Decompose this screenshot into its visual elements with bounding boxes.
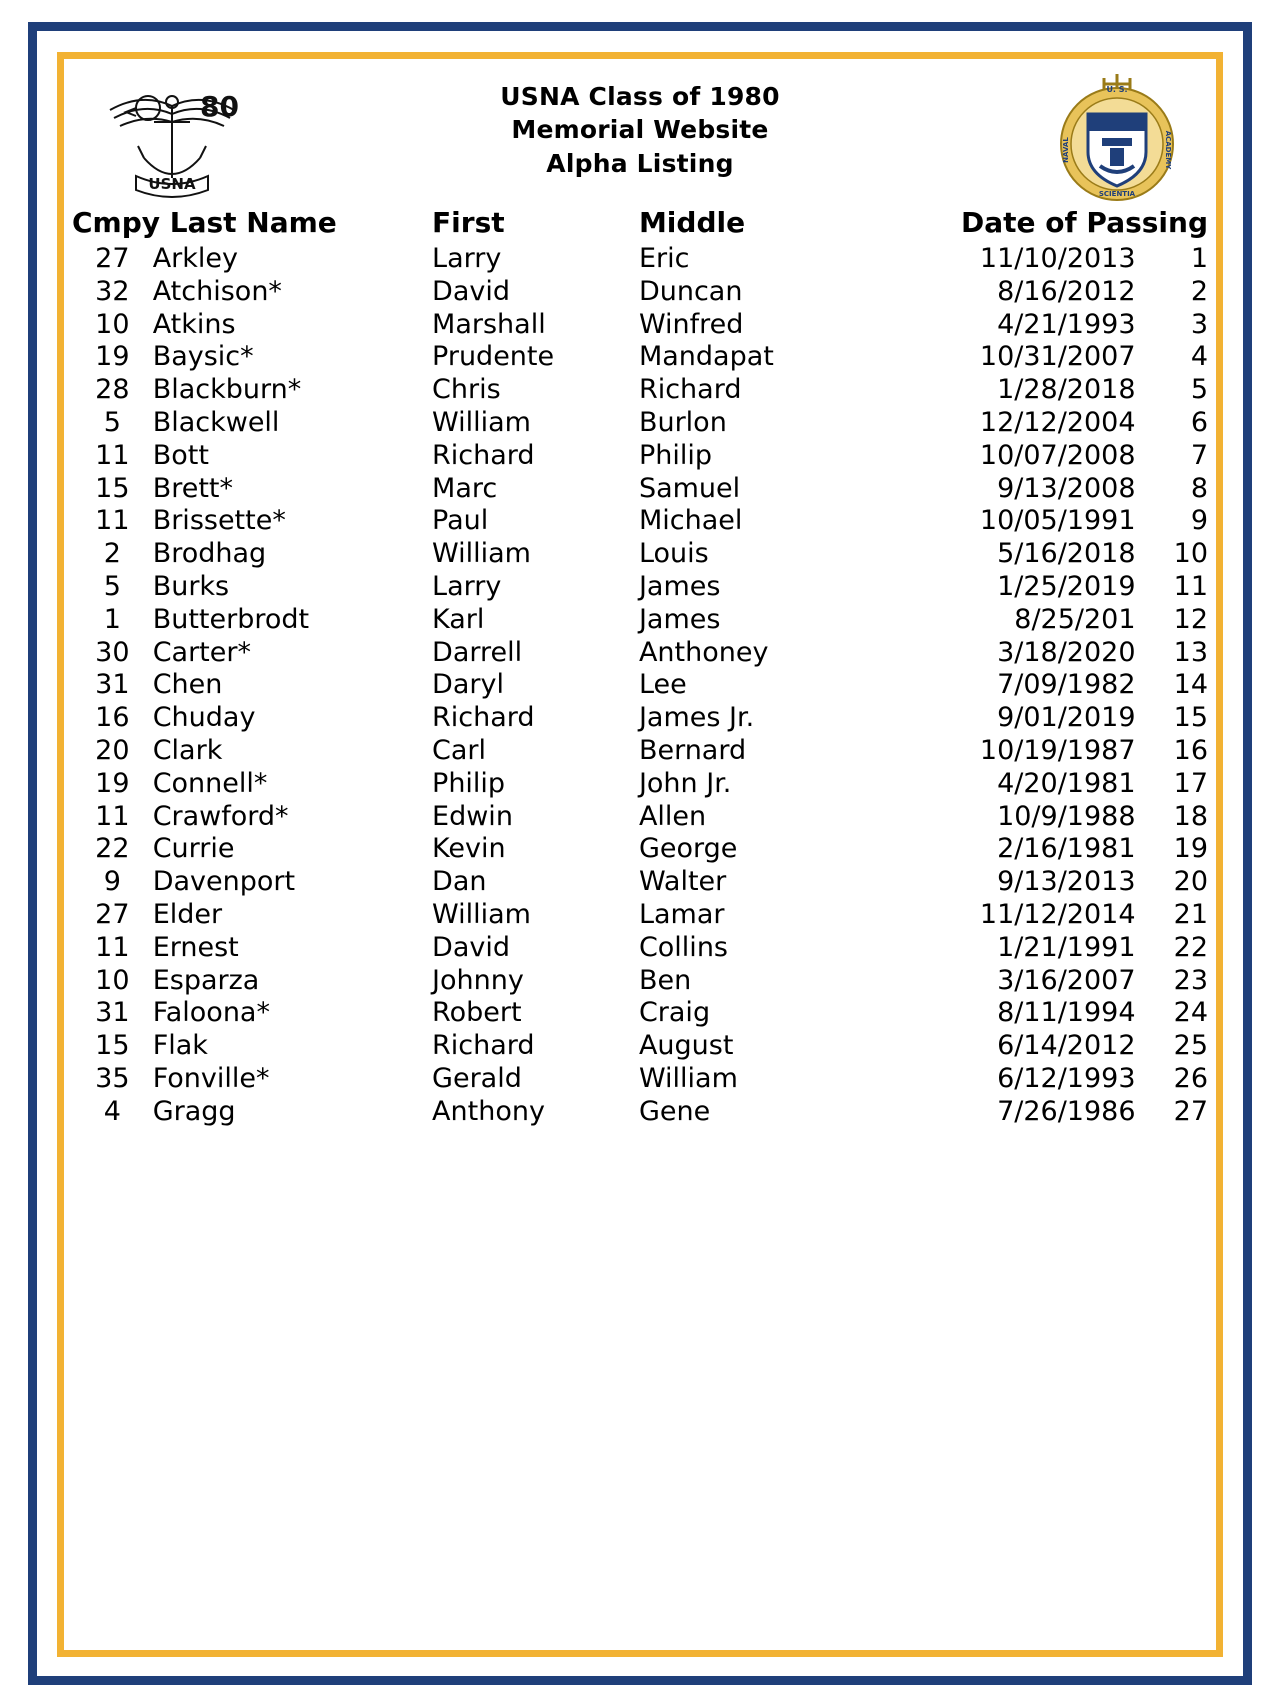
cell-company: 31 xyxy=(95,997,130,1029)
cell-row-index: 14 xyxy=(1173,669,1208,701)
cell-row-index: 7 xyxy=(1190,439,1208,471)
column-header-cmpy-last-name: Cmpy Last Name xyxy=(72,206,337,239)
cell-company: 5 xyxy=(103,406,121,438)
cell-middle-name: Michael xyxy=(638,505,743,537)
cell-first-name: Karl xyxy=(432,603,485,635)
cell-date-of-passing: 4/20/1981 xyxy=(997,767,1136,799)
cell-first-name: Prudente xyxy=(432,341,555,373)
table-row xyxy=(72,505,1208,538)
page-content xyxy=(72,64,1208,1645)
cell-last-name: Blackburn* xyxy=(152,374,302,406)
cell-last-name: Fonville* xyxy=(152,1062,270,1094)
cell-middle-name: Samuel xyxy=(638,472,741,504)
cell-middle-name: Burlon xyxy=(638,406,727,438)
cell-company: 19 xyxy=(95,341,130,373)
cell-company: 32 xyxy=(95,275,130,307)
cell-first-name: Larry xyxy=(432,243,502,274)
cell-middle-name: Walter xyxy=(638,866,727,898)
cell-company: 15 xyxy=(95,472,130,504)
cell-first-name: Philip xyxy=(432,767,506,799)
cell-first-name: Carl xyxy=(432,734,487,766)
cell-date-of-passing: 10/05/1991 xyxy=(979,505,1136,537)
cell-last-name: Arkley xyxy=(152,243,238,274)
cell-row-index: 16 xyxy=(1173,734,1208,766)
cell-company: 27 xyxy=(95,898,130,930)
cell-row-index: 11 xyxy=(1173,570,1208,602)
cell-row-index: 9 xyxy=(1190,505,1208,537)
table-row xyxy=(72,1063,1208,1096)
cell-first-name: David xyxy=(432,275,510,307)
svg-text:U. S.: U. S. xyxy=(1106,85,1128,94)
cell-company: 19 xyxy=(95,767,130,799)
cell-last-name: Gragg xyxy=(152,1095,236,1127)
column-header-date-of-passing: Date of Passing xyxy=(961,206,1208,239)
cell-company: 35 xyxy=(95,1062,130,1094)
cell-date-of-passing: 11/12/2014 xyxy=(979,898,1136,930)
cell-first-name: Gerald xyxy=(432,1062,522,1094)
cell-date-of-passing: 1/28/2018 xyxy=(997,374,1136,406)
column-header-middle: Middle xyxy=(638,206,746,239)
cell-middle-name: Allen xyxy=(638,800,707,832)
table-body xyxy=(72,243,1208,1129)
svg-text:SCIENTIA: SCIENTIA xyxy=(1098,190,1136,198)
cell-row-index: 4 xyxy=(1190,341,1208,373)
cell-row-index: 19 xyxy=(1173,833,1208,865)
cell-company: 31 xyxy=(95,669,130,701)
cell-last-name: Baysic* xyxy=(152,341,254,373)
cell-last-name: Chuday xyxy=(152,702,256,734)
cell-row-index: 15 xyxy=(1173,702,1208,734)
title-line-1: USNA Class of 1980 xyxy=(500,82,780,111)
column-header-first: First xyxy=(432,206,505,239)
cell-date-of-passing: 5/16/2018 xyxy=(997,538,1136,570)
cell-company: 27 xyxy=(95,243,130,274)
table-row xyxy=(72,341,1208,374)
cell-date-of-passing: 7/09/1982 xyxy=(997,669,1136,701)
page-header xyxy=(72,64,1208,204)
cell-row-index: 26 xyxy=(1173,1062,1208,1094)
cell-middle-name: Richard xyxy=(638,374,742,406)
cell-last-name: Atchison* xyxy=(152,275,282,307)
cell-date-of-passing: 7/26/1986 xyxy=(997,1095,1136,1127)
cell-first-name: Paul xyxy=(432,505,489,537)
cell-row-index: 13 xyxy=(1173,636,1208,668)
cell-last-name: Clark xyxy=(152,734,223,766)
cell-middle-name: Craig xyxy=(638,997,711,1029)
cell-last-name: Esparza xyxy=(152,964,260,996)
cell-last-name: Brodhag xyxy=(152,538,267,570)
cell-row-index: 20 xyxy=(1173,866,1208,898)
cell-middle-name: Ben xyxy=(638,964,692,996)
cell-first-name: Robert xyxy=(432,997,522,1029)
cell-company: 1 xyxy=(103,603,121,635)
table-row xyxy=(72,604,1208,637)
table-row xyxy=(72,637,1208,670)
cell-last-name: Carter* xyxy=(152,636,251,668)
cell-middle-name: William xyxy=(638,1062,738,1094)
table-row xyxy=(72,833,1208,866)
cell-first-name: Marc xyxy=(432,472,498,504)
cell-company: 20 xyxy=(95,734,130,766)
cell-last-name: Bott xyxy=(152,439,209,471)
cell-first-name: Anthony xyxy=(432,1095,545,1127)
cell-first-name: Darrell xyxy=(432,636,523,668)
cell-row-index: 8 xyxy=(1190,472,1208,504)
cell-middle-name: Bernard xyxy=(638,734,747,766)
cell-first-name: William xyxy=(432,898,531,930)
cell-first-name: William xyxy=(432,406,531,438)
cell-first-name: Daryl xyxy=(432,669,504,701)
svg-text:USNA: USNA xyxy=(148,175,196,193)
cell-middle-name: Anthoney xyxy=(638,636,769,668)
cell-date-of-passing: 3/16/2007 xyxy=(997,964,1136,996)
cell-date-of-passing: 9/13/2008 xyxy=(997,472,1136,504)
cell-middle-name: Mandapat xyxy=(638,341,774,373)
table-row xyxy=(72,1030,1208,1063)
cell-date-of-passing: 1/21/1991 xyxy=(997,931,1136,963)
table-row xyxy=(72,1096,1208,1129)
cell-company: 10 xyxy=(95,308,130,340)
table-header-row xyxy=(72,206,1208,243)
cell-row-index: 5 xyxy=(1190,374,1208,406)
cell-row-index: 10 xyxy=(1173,538,1208,570)
cell-middle-name: August xyxy=(638,1030,734,1062)
cell-company: 11 xyxy=(95,800,130,832)
cell-date-of-passing: 6/14/2012 xyxy=(997,1030,1136,1062)
cell-date-of-passing: 10/19/1987 xyxy=(979,734,1136,766)
cell-first-name: David xyxy=(432,931,510,963)
table-row xyxy=(72,899,1208,932)
cell-middle-name: Eric xyxy=(638,243,690,274)
svg-text:80: 80 xyxy=(200,90,239,123)
cell-date-of-passing: 8/16/2012 xyxy=(997,275,1136,307)
cell-company: 5 xyxy=(103,570,121,602)
cell-row-index: 22 xyxy=(1173,931,1208,963)
cell-middle-name: Lee xyxy=(638,669,687,701)
cell-date-of-passing: 2/16/1981 xyxy=(997,833,1136,865)
table-row xyxy=(72,374,1208,407)
cell-date-of-passing: 8/25/201 xyxy=(1014,603,1136,635)
table-row xyxy=(72,997,1208,1030)
svg-text:ACADEMY: ACADEMY xyxy=(1164,130,1172,170)
cell-company: 11 xyxy=(95,931,130,963)
cell-company: 10 xyxy=(95,964,130,996)
alpha-listing-table xyxy=(72,206,1208,1129)
cell-first-name: Richard xyxy=(432,439,535,471)
table-row xyxy=(72,407,1208,440)
cell-row-index: 12 xyxy=(1173,603,1208,635)
cell-middle-name: James xyxy=(638,603,721,635)
cell-middle-name: Gene xyxy=(638,1095,711,1127)
cell-date-of-passing: 10/9/1988 xyxy=(997,800,1136,832)
cell-last-name: Burks xyxy=(152,570,230,602)
cell-row-index: 21 xyxy=(1173,898,1208,930)
cell-company: 15 xyxy=(95,1030,130,1062)
cell-date-of-passing: 8/11/1994 xyxy=(997,997,1136,1029)
cell-last-name: Faloona* xyxy=(152,997,270,1029)
cell-company: 11 xyxy=(95,439,130,471)
cell-row-index: 3 xyxy=(1190,308,1208,340)
table-row xyxy=(72,538,1208,571)
cell-last-name: Currie xyxy=(152,833,235,865)
cell-middle-name: Philip xyxy=(638,439,712,471)
title-line-2: Memorial Website xyxy=(511,115,769,145)
cell-last-name: Chen xyxy=(152,669,223,701)
cell-last-name: Brissette* xyxy=(152,505,286,537)
usna-class-of-1980-crest-icon xyxy=(100,72,250,202)
cell-row-index: 24 xyxy=(1173,997,1208,1029)
table-row xyxy=(72,702,1208,735)
cell-date-of-passing: 11/10/2013 xyxy=(979,243,1136,274)
cell-middle-name: Louis xyxy=(638,538,709,570)
cell-row-index: 25 xyxy=(1173,1030,1208,1062)
table-row xyxy=(72,440,1208,473)
cell-first-name: Richard xyxy=(432,1030,535,1062)
cell-last-name: Blackwell xyxy=(152,406,280,438)
cell-date-of-passing: 10/31/2007 xyxy=(979,341,1136,373)
table-row xyxy=(72,866,1208,899)
table-row xyxy=(72,965,1208,998)
cell-middle-name: Lamar xyxy=(638,898,725,930)
cell-last-name: Butterbrodt xyxy=(152,603,310,635)
table-row xyxy=(72,735,1208,768)
cell-company: 2 xyxy=(103,538,121,570)
cell-last-name: Ernest xyxy=(152,931,239,963)
cell-date-of-passing: 1/25/2019 xyxy=(997,570,1136,602)
table-row xyxy=(72,309,1208,342)
cell-date-of-passing: 6/12/1993 xyxy=(997,1062,1136,1094)
cell-first-name: Kevin xyxy=(432,833,506,865)
cell-company: 28 xyxy=(95,374,130,406)
cell-date-of-passing: 3/18/2020 xyxy=(997,636,1136,668)
cell-company: 4 xyxy=(103,1095,121,1127)
cell-first-name: Johnny xyxy=(432,964,524,996)
cell-first-name: Edwin xyxy=(432,800,513,832)
cell-last-name: Davenport xyxy=(152,866,296,898)
cell-middle-name: Duncan xyxy=(638,275,743,307)
cell-last-name: Elder xyxy=(152,898,223,930)
cell-company: 9 xyxy=(103,866,121,898)
cell-row-index: 2 xyxy=(1190,275,1208,307)
cell-middle-name: George xyxy=(638,833,738,865)
cell-row-index: 18 xyxy=(1173,800,1208,832)
cell-middle-name: Winfred xyxy=(638,308,744,340)
cell-row-index: 6 xyxy=(1190,406,1208,438)
cell-row-index: 27 xyxy=(1173,1095,1208,1127)
table-row xyxy=(72,768,1208,801)
cell-row-index: 23 xyxy=(1173,964,1208,996)
usna-academy-seal-icon xyxy=(1052,70,1182,206)
cell-first-name: William xyxy=(432,538,531,570)
cell-company: 11 xyxy=(95,505,130,537)
cell-company: 16 xyxy=(95,702,130,734)
cell-last-name: Crawford* xyxy=(152,800,289,832)
table-row xyxy=(72,571,1208,604)
cell-date-of-passing: 9/01/2019 xyxy=(997,702,1136,734)
cell-middle-name: John Jr. xyxy=(638,767,732,799)
cell-date-of-passing: 10/07/2008 xyxy=(979,439,1136,471)
cell-last-name: Brett* xyxy=(152,472,234,504)
cell-first-name: Marshall xyxy=(432,308,546,340)
cell-middle-name: James xyxy=(638,570,721,602)
cell-last-name: Connell* xyxy=(152,767,268,799)
table-row xyxy=(72,243,1208,276)
cell-middle-name: Collins xyxy=(638,931,728,963)
svg-text:NAVAL: NAVAL xyxy=(1062,137,1070,163)
table-row xyxy=(72,932,1208,965)
cell-last-name: Flak xyxy=(152,1030,208,1062)
table-row xyxy=(72,473,1208,506)
cell-row-index: 1 xyxy=(1190,243,1208,274)
cell-date-of-passing: 4/21/1993 xyxy=(997,308,1136,340)
cell-middle-name: James Jr. xyxy=(638,702,755,734)
table-row xyxy=(72,669,1208,702)
cell-first-name: Larry xyxy=(432,570,502,602)
cell-first-name: Richard xyxy=(432,702,535,734)
table-row xyxy=(72,276,1208,309)
table-row xyxy=(72,801,1208,834)
cell-row-index: 17 xyxy=(1173,767,1208,799)
cell-first-name: Chris xyxy=(432,374,501,406)
cell-company: 30 xyxy=(95,636,130,668)
title-line-3: Alpha Listing xyxy=(546,148,734,178)
cell-last-name: Atkins xyxy=(152,308,236,340)
cell-date-of-passing: 12/12/2004 xyxy=(979,406,1136,438)
cell-company: 22 xyxy=(95,833,130,865)
cell-first-name: Dan xyxy=(432,866,487,898)
cell-date-of-passing: 9/13/2013 xyxy=(997,866,1136,898)
